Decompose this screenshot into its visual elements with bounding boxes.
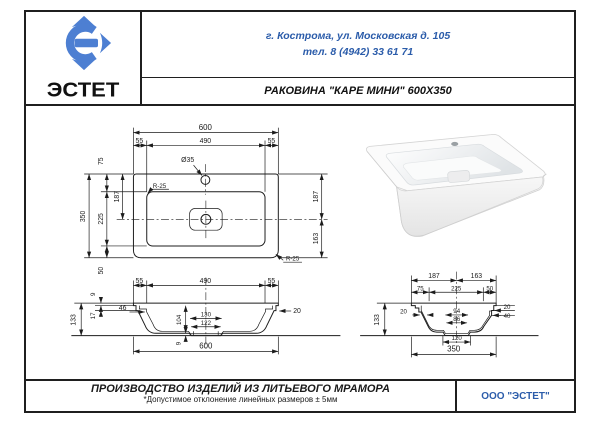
dim-label: 490 bbox=[199, 137, 212, 145]
dim-label: 187 bbox=[428, 272, 440, 280]
dim-label: 600 bbox=[199, 341, 213, 351]
side-extension-lines bbox=[377, 276, 515, 358]
company-address bbox=[142, 12, 574, 78]
dim-label: 20 bbox=[293, 307, 301, 315]
dim-label: 55 bbox=[135, 277, 144, 285]
dim-label: 104 bbox=[176, 314, 184, 325]
dim-label: 94 bbox=[453, 307, 461, 315]
address-line-1: г. Кострома, ул. Московская д. 105 bbox=[265, 30, 451, 43]
arrow-right bbox=[100, 33, 111, 54]
product-render bbox=[366, 134, 546, 236]
dim-label: 600 bbox=[198, 123, 212, 133]
render-drain-cover bbox=[447, 170, 470, 183]
title-block-footer bbox=[26, 379, 574, 411]
drawing-sheet-frame bbox=[24, 10, 576, 413]
address-line-2: тел. 8 (4942) 33 61 71 bbox=[302, 45, 414, 58]
dim-label: 75 bbox=[97, 157, 105, 166]
technical-drawing-svg bbox=[26, 106, 574, 379]
header-right bbox=[142, 12, 574, 104]
company-name: ООО "ЭСТЕТ" bbox=[481, 390, 550, 402]
logo-bar bbox=[75, 39, 98, 47]
dim-label: 50 bbox=[97, 266, 105, 275]
radius-label: R-25 bbox=[285, 255, 300, 263]
dim-label: 490 bbox=[199, 277, 212, 285]
dim-label: 163 bbox=[470, 272, 483, 280]
product-title: РАКОВИНА "КАРЕ МИНИ" 600X350 bbox=[264, 85, 452, 97]
footer-production-text: ПРОИЗВОДСТВО ИЗДЕЛИЙ ИЗ ЛИТЬЕВОГО МРАМОРА bbox=[90, 383, 391, 395]
dim-label: 120 bbox=[451, 335, 462, 343]
faucet-hole-label: Ø35 bbox=[181, 157, 195, 165]
dim-label: 40 bbox=[503, 312, 511, 320]
drawing-area bbox=[26, 106, 574, 379]
dim-label: 187 bbox=[313, 190, 321, 203]
dim-label: 350 bbox=[80, 210, 88, 223]
render-faucet-hole bbox=[451, 142, 458, 146]
top-view-dimension-lines bbox=[89, 133, 322, 263]
dim-label: 75 bbox=[416, 285, 424, 293]
title-block-header bbox=[26, 12, 574, 106]
dim-label: 350 bbox=[447, 344, 461, 354]
estet-logo-icon bbox=[56, 15, 112, 71]
footer-production-cell bbox=[26, 381, 457, 411]
dim-label: 130 bbox=[200, 311, 211, 319]
dim-label: 55 bbox=[267, 137, 276, 145]
dim-label: 46 bbox=[118, 305, 127, 313]
dim-label: 20 bbox=[400, 308, 407, 316]
dim-label: 55 bbox=[135, 137, 144, 145]
dim-label: 225 bbox=[97, 213, 105, 225]
logo-cell bbox=[26, 12, 142, 104]
footer-company-cell bbox=[457, 381, 574, 411]
dim-label: 17 bbox=[90, 312, 98, 320]
radius-label: R-25 bbox=[152, 182, 167, 190]
front-view bbox=[70, 277, 340, 354]
top-view bbox=[80, 123, 327, 274]
dim-label: 55 bbox=[267, 277, 276, 285]
logo-wordmark: ЭСТЕТ bbox=[46, 78, 120, 102]
dim-label: 122 bbox=[200, 319, 211, 327]
dim-label: 163 bbox=[313, 232, 321, 245]
dim-label: 9 bbox=[90, 292, 98, 296]
dim-label: 225 bbox=[451, 285, 462, 293]
dim-label: 50 bbox=[486, 285, 494, 293]
dim-label: 133 bbox=[373, 314, 381, 326]
side-view bbox=[360, 272, 538, 358]
dim-label: 20 bbox=[503, 304, 511, 312]
front-dimension-lines bbox=[81, 285, 291, 351]
dim-label: 9 bbox=[175, 341, 183, 346]
footer-tolerance-note: *Допустимое отклонение линейных размеров ± 5мм bbox=[143, 395, 338, 404]
dim-label: 187 bbox=[114, 190, 122, 203]
dim-label: 86 bbox=[453, 315, 461, 323]
dim-label: 133 bbox=[70, 314, 78, 326]
